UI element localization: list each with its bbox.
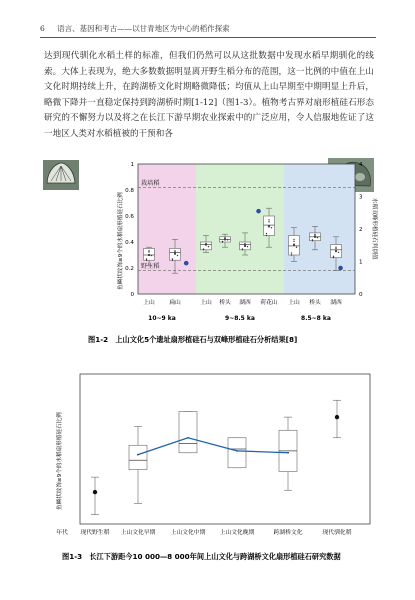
dual-peak-point bbox=[338, 266, 343, 271]
group-date-2: 8.5~8 ka bbox=[301, 315, 331, 322]
group-date-0: 10~9 ka bbox=[148, 315, 176, 322]
right-tick-label: 3 bbox=[359, 194, 363, 201]
site-label: 上山 bbox=[143, 300, 155, 306]
mean-marker bbox=[335, 415, 339, 419]
data-point bbox=[293, 239, 294, 240]
data-point bbox=[146, 258, 147, 259]
header-rule bbox=[40, 37, 376, 38]
mean-marker bbox=[335, 250, 337, 252]
data-point bbox=[335, 248, 336, 249]
data-point bbox=[177, 255, 178, 256]
data-point bbox=[266, 233, 267, 234]
site-label: 荷花山 bbox=[260, 300, 278, 306]
mean-marker bbox=[314, 236, 316, 238]
left-tick-label: 1 bbox=[130, 162, 134, 168]
left-axis bbox=[116, 162, 134, 298]
right-tick-label: 2 bbox=[359, 227, 363, 233]
left-axis-label: 鱼鳞状纹饰≥9个的水稻扇形植硅石比例 bbox=[118, 192, 124, 290]
box bbox=[179, 412, 197, 453]
data-point bbox=[266, 235, 267, 236]
data-point bbox=[312, 239, 313, 240]
category-label: 上山文化中期 bbox=[170, 530, 206, 536]
mean-marker bbox=[268, 225, 270, 227]
data-point bbox=[148, 250, 149, 251]
category-label: 上山文化晚期 bbox=[219, 530, 255, 536]
category-label: 现代野生稻 bbox=[80, 530, 110, 536]
running-header bbox=[40, 23, 230, 34]
data-point bbox=[314, 234, 315, 235]
data-point bbox=[317, 237, 318, 238]
data-point bbox=[291, 254, 292, 255]
mean-marker bbox=[148, 254, 150, 256]
data-point bbox=[338, 252, 339, 253]
data-point bbox=[244, 243, 245, 244]
box bbox=[129, 445, 147, 469]
group-band-2 bbox=[284, 164, 355, 294]
data-point bbox=[296, 247, 297, 248]
data-point bbox=[227, 239, 228, 240]
dual-peak-point bbox=[184, 261, 189, 266]
phytolith-photo-left bbox=[43, 160, 79, 190]
body-paragraph bbox=[44, 49, 374, 143]
data-point bbox=[203, 248, 204, 249]
plot-frame bbox=[80, 374, 370, 524]
data-point bbox=[172, 258, 173, 259]
category-label: 年代 bbox=[56, 530, 68, 536]
fig3-category-labels bbox=[56, 528, 351, 536]
box bbox=[228, 438, 246, 468]
right-tick-label: 1 bbox=[359, 259, 363, 266]
mean-marker bbox=[244, 245, 246, 247]
site-label: 扁山 bbox=[169, 300, 181, 306]
site-label: 桥头 bbox=[219, 300, 231, 306]
data-point bbox=[205, 243, 206, 244]
left-tick-label: 0 bbox=[130, 292, 134, 298]
figure-1-3 bbox=[40, 370, 380, 565]
data-point bbox=[268, 219, 269, 220]
paragraph-text: 达到现代驯化水稻土样的标准，但我们仍然可以从这批数据中发现水稻早期驯化的线索。大体上表现为，绝大多数数据明显离开野生稻分布的范围，这一比例的中值在上山文化时期持续上升，在跨湖桥文化时期略微降低；均值从上山早期至中期明显上升后，略微下降并一直稳定保持到跨湖桥时期[1-12]（图1-3）。植物考古界对扇形植硅石形态研究的不懈努力以及将之在长江下游早期农业探索中的广泛应用，令人信服地佐证了这一地区人类对水稻植被的干预和各 bbox=[44, 51, 374, 139]
left-tick-label: 0.8 bbox=[125, 188, 134, 194]
mean-marker bbox=[174, 253, 176, 255]
fig2-site-labels bbox=[143, 298, 342, 306]
data-point bbox=[333, 257, 334, 258]
cultivated-rice-label: 栽培稻 bbox=[141, 180, 160, 187]
left-tick-label: 0.2 bbox=[125, 266, 134, 272]
mean-marker bbox=[93, 490, 97, 494]
dual-peak-point bbox=[256, 209, 261, 214]
site-label: 桥头 bbox=[309, 300, 321, 306]
data-point bbox=[335, 247, 336, 248]
right-axis-label: 水稻双峰形植硅石判别值 bbox=[371, 198, 377, 260]
site-label: 上山 bbox=[200, 300, 212, 306]
site-label: 湖西 bbox=[239, 300, 251, 306]
right-tick-label: 4 bbox=[359, 162, 363, 168]
data-point bbox=[208, 246, 209, 247]
site-label: 上山 bbox=[288, 300, 300, 306]
category-label: 现代驯化稻 bbox=[322, 530, 352, 536]
figure-1-2-caption: 图1-2 上山文化5个遗址扇形植硅石与双峰形植硅石分析结果[8] bbox=[88, 335, 298, 344]
left-tick-label: 0.4 bbox=[125, 240, 134, 246]
data-point bbox=[293, 241, 294, 242]
figure-1-2 bbox=[40, 150, 380, 345]
data-point bbox=[271, 227, 272, 228]
site-label: 湖西 bbox=[330, 300, 342, 306]
data-point bbox=[268, 221, 269, 222]
category-label: 跨湖桥文化 bbox=[273, 530, 303, 536]
data-point bbox=[291, 252, 292, 253]
data-point bbox=[222, 241, 223, 242]
data-point bbox=[224, 237, 225, 238]
mean-marker bbox=[293, 244, 295, 246]
data-point bbox=[242, 248, 243, 249]
data-point bbox=[174, 250, 175, 251]
data-point bbox=[247, 246, 248, 247]
y-axis-label: 鱼鳞状纹饰≥9个的水稻扇形植硅石比例 bbox=[57, 412, 63, 510]
data-point bbox=[333, 256, 334, 257]
page-number: 6 bbox=[40, 24, 45, 33]
right-tick-label: 0 bbox=[359, 292, 363, 298]
running-title: 语言、基因和考古——以甘青地区为中心的稻作探索 bbox=[57, 24, 230, 33]
left-tick-label: 0.6 bbox=[125, 214, 134, 220]
figure-1-3-caption: 图1-3 长江下游距今10 000—8 000年间上山文化与跨湖桥文化扇形植硅石研究数据 bbox=[62, 552, 341, 561]
wild-rice-label: 野生稻 bbox=[141, 263, 160, 270]
category-label: 上山文化早期 bbox=[120, 530, 156, 536]
data-point bbox=[151, 255, 152, 256]
group-date-1: 9~8.5 ka bbox=[225, 315, 255, 322]
